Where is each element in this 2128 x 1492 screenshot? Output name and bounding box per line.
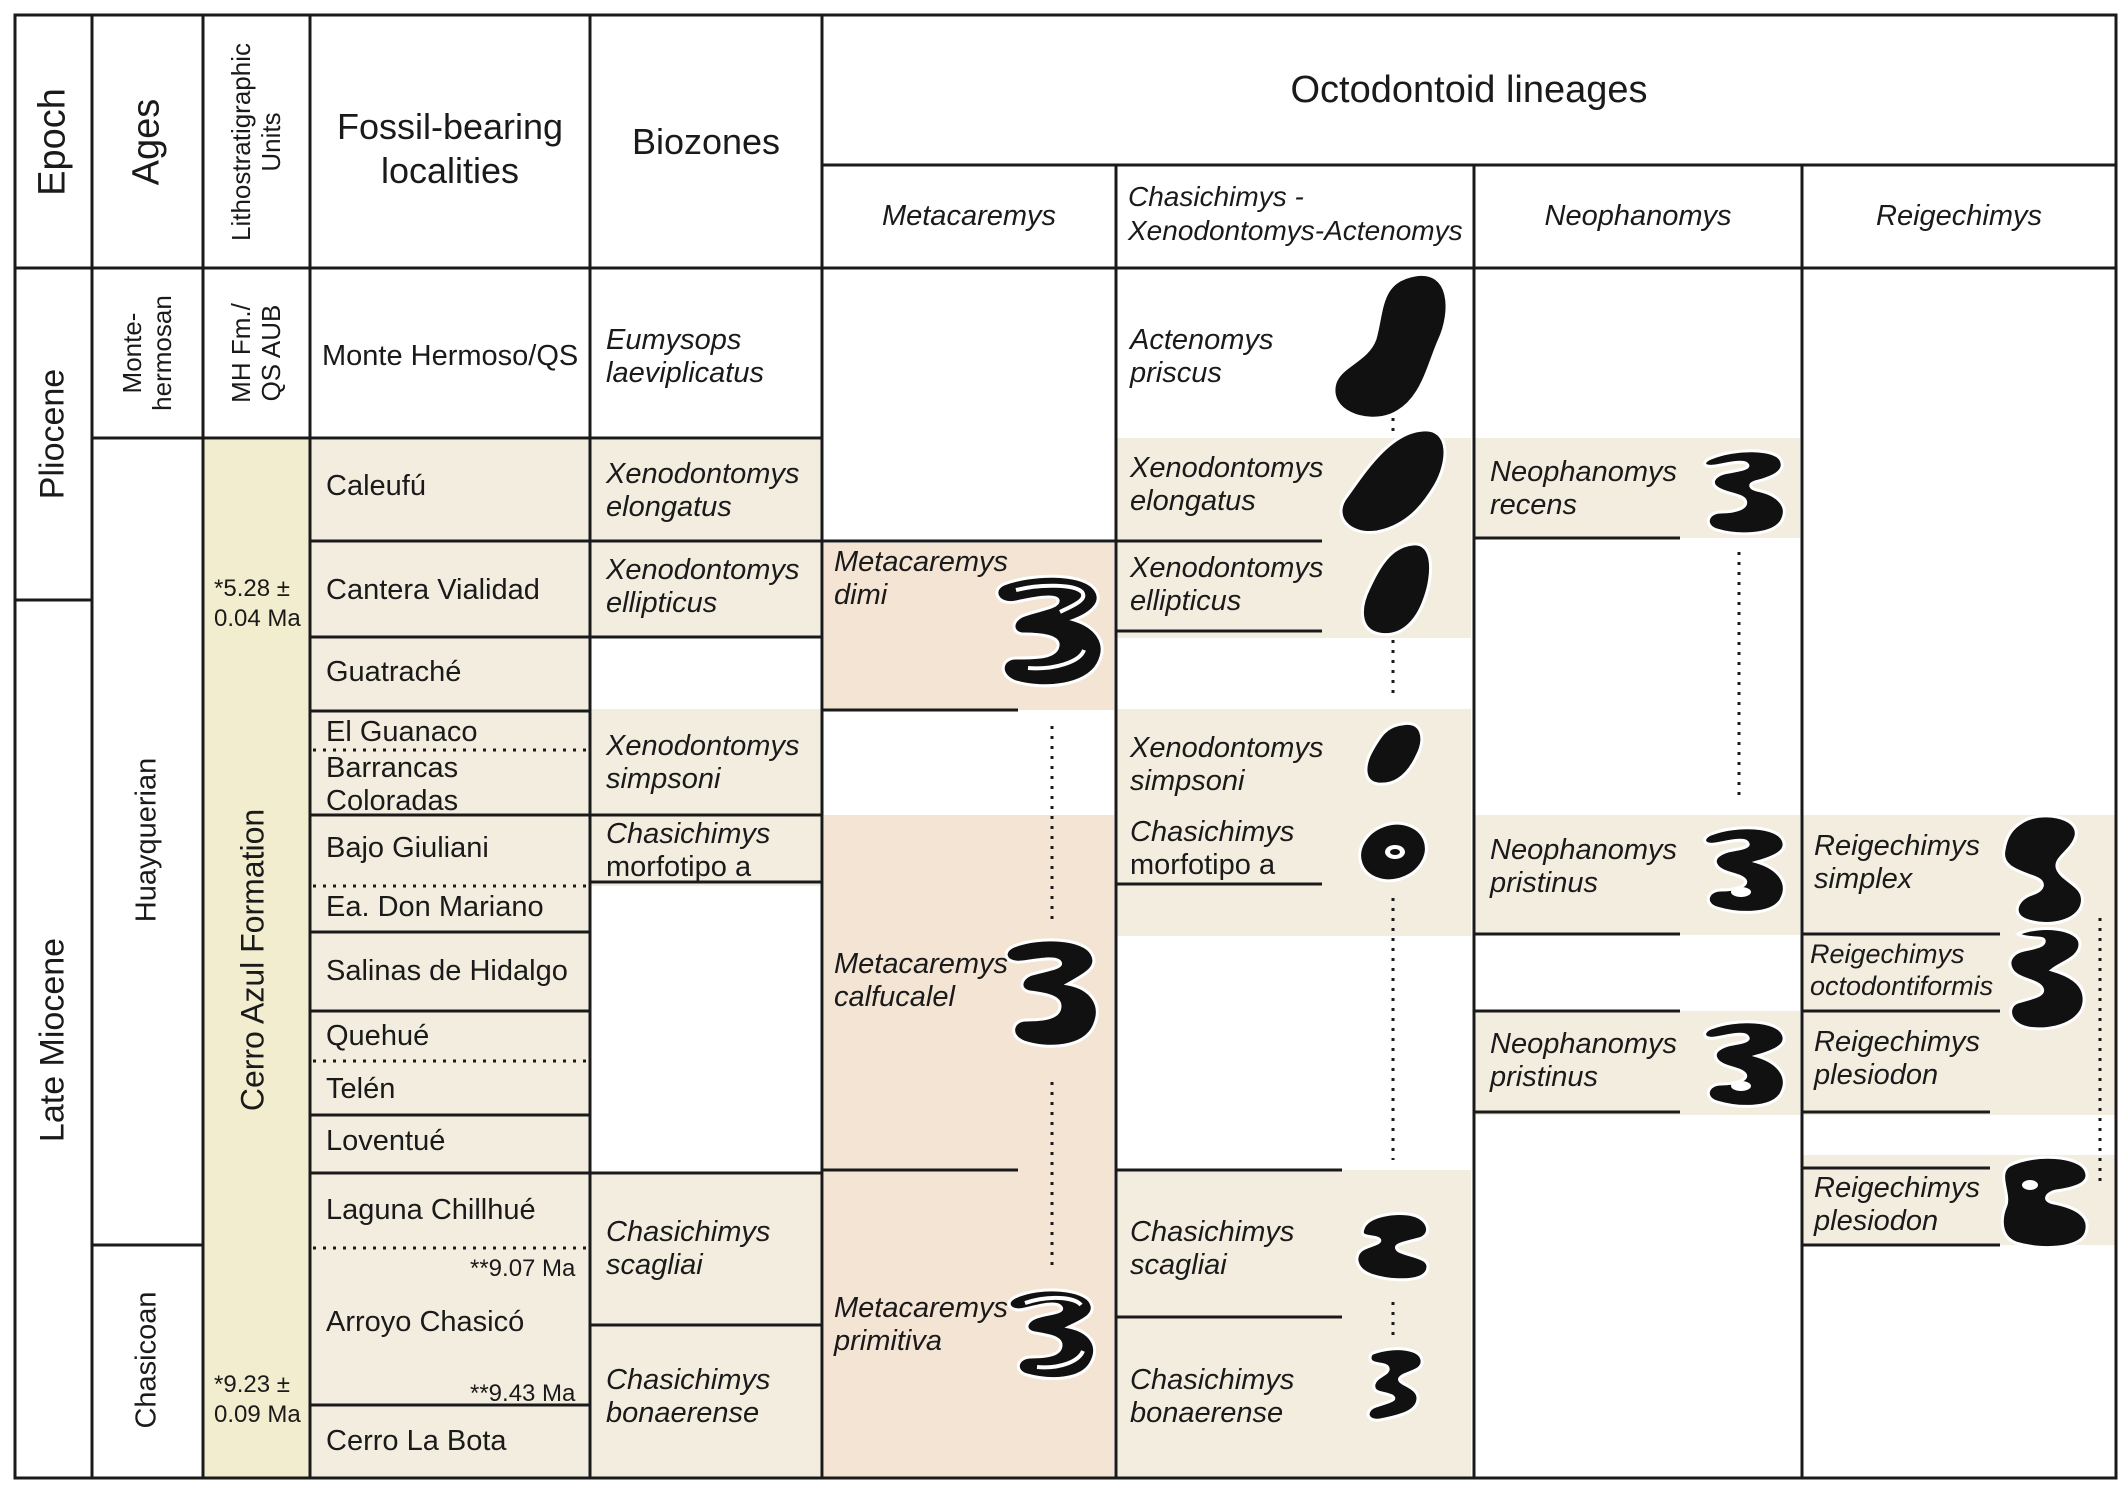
metacaremys-primitiva-line-1: Metacaremys <box>834 1292 1009 1324</box>
chasichimys-a-priscus-line-2: priscus <box>1130 357 1222 389</box>
biozone-c-bonaerense-line-2: bonaerense <box>606 1397 760 1429</box>
metacaremys-calfucalel-line-2: calfucalel <box>834 981 955 1013</box>
header-ages: Ages <box>125 98 168 186</box>
chasichimys-x-simpsoni <box>1130 732 1323 798</box>
lineage-header-chasichimys-line-2: Xenodontomys-Actenomys <box>1128 215 1463 246</box>
chasichimys-x-ellipticus <box>1130 552 1323 618</box>
header-litho-units <box>226 43 286 241</box>
reigechimys-plesiodon-2-line-2: plesiodon <box>1814 1205 1939 1237</box>
chasichimys-c-morfotipo <box>1130 816 1294 882</box>
header-localities-line-1: Fossil-bearing <box>336 106 564 147</box>
locality-bajo-giuliani: Bajo Giuliani <box>326 832 489 864</box>
neophanomys-pristinus-1-line-2: pristinus <box>1490 867 1598 899</box>
header-localities-line-2: localities <box>380 150 520 191</box>
metacaremys-dimi <box>834 546 1008 612</box>
litho-date-lower-line-2: 0.09 Ma <box>214 1401 301 1428</box>
litho-date-lower <box>214 1370 301 1430</box>
header-litho-line-1: Lithostratigraphic <box>226 43 256 241</box>
locality-caleufu: Caleufú <box>326 470 426 502</box>
neophanomys-recens-line-1: Neophanomys <box>1490 456 1677 488</box>
neophanomys-pristinus-2-line-2: pristinus <box>1490 1061 1598 1093</box>
biozone-eumysops-line-2: laeviplicatus <box>606 357 764 389</box>
chasichimys-c-scagliai <box>1130 1216 1294 1282</box>
locality-don-mariano: Ea. Don Mariano <box>326 891 544 923</box>
lineage-header-reigechimys: Reigechimys <box>1876 200 2042 232</box>
locality-cerro-la-bota: Cerro La Bota <box>326 1425 507 1457</box>
litho-cerro-azul-formation: Cerro Azul Formation <box>234 808 271 1112</box>
chasichimys-c-morfotipo-line-2: morfotipo a <box>1130 849 1276 881</box>
chasichimys-x-ellipticus-line-2: ellipticus <box>1130 585 1242 617</box>
biozone-c-bonaerense <box>606 1364 770 1430</box>
chasichimys-c-bonaerense <box>1130 1364 1294 1430</box>
reigechimys-simplex-line-1: Reigechimys <box>1814 830 1980 862</box>
chasichimys-x-simpsoni-line-2: simpsoni <box>1130 765 1245 797</box>
chasichimys-x-elongatus-line-2: elongatus <box>1130 485 1256 517</box>
chasichimys-x-elongatus <box>1130 452 1323 518</box>
neophanomys-pristinus-1 <box>1490 834 1677 900</box>
locality-quehue: Quehué <box>326 1020 430 1052</box>
header-litho-line-2: Units <box>256 112 286 172</box>
age-chasicoan: Chasicoan <box>130 1291 163 1429</box>
biozone-c-bonaerense-line-1: Chasichimys <box>606 1364 771 1396</box>
locality-el-guanaco: El Guanaco <box>326 716 478 748</box>
epoch-late-miocene: Late Miocene <box>33 937 72 1143</box>
reigechimys-octodontiformis <box>1810 938 1993 1002</box>
locality-barrancas-line-1: Barrancas <box>326 752 459 784</box>
reigechimys-simplex <box>1814 830 1980 896</box>
reigechimys-octodontiformis-line-1: Reigechimys <box>1810 939 1965 969</box>
biozone-c-morfotipo <box>606 818 770 884</box>
locality-loventue: Loventué <box>326 1125 446 1157</box>
age-huayquerian: Huayquerian <box>130 757 163 923</box>
neophanomys-recens <box>1490 456 1677 522</box>
litho-mh-fm <box>226 303 286 403</box>
litho-date-upper-line-1: *5.28 ± <box>214 575 290 602</box>
chasichimys-c-scagliai-line-2: scagliai <box>1130 1249 1227 1281</box>
litho-mh-line-1: MH Fm./ <box>226 303 256 403</box>
reigechimys-plesiodon-1 <box>1814 1026 1980 1092</box>
metacaremys-dimi-line-1: Metacaremys <box>834 546 1009 578</box>
age-montehermosan <box>117 295 177 411</box>
litho-date-lower-line-1: *9.23 ± <box>214 1371 290 1398</box>
chasichimys-x-elongatus-line-1: Xenodontomys <box>1130 452 1324 484</box>
neophanomys-recens-line-2: recens <box>1490 489 1578 521</box>
locality-barrancas-line-2: Coloradas <box>326 785 459 817</box>
chasichimys-a-priscus-line-1: Actenomys <box>1130 324 1274 356</box>
chasichimys-c-bonaerense-line-2: bonaerense <box>1130 1397 1284 1429</box>
header-localities <box>310 105 590 193</box>
locality-laguna-chillhue: Laguna Chillhué <box>326 1194 536 1226</box>
biozone-x-ellipticus-line-1: Xenodontomys <box>606 554 800 586</box>
locality-date-943: **9.43 Ma <box>470 1380 576 1407</box>
biozone-c-morfotipo-line-2: morfotipo a <box>606 851 752 883</box>
epoch-pliocene: Pliocene <box>33 368 72 500</box>
metacaremys-primitiva <box>834 1292 1008 1358</box>
locality-salinas-de-hidalgo: Salinas de Hidalgo <box>326 955 568 987</box>
reigechimys-simplex-line-2: simplex <box>1814 863 1913 895</box>
biozone-c-morfotipo-line-1: Chasichimys <box>606 818 771 850</box>
age-montehermosan-line-1: Monte- <box>117 312 147 394</box>
locality-telen: Telén <box>326 1073 396 1105</box>
chasichimys-x-ellipticus-line-1: Xenodontomys <box>1130 552 1324 584</box>
locality-monte-hermoso: Monte Hermoso/QS <box>322 340 579 372</box>
biozone-c-scagliai-line-1: Chasichimys <box>606 1216 771 1248</box>
chasichimys-x-simpsoni-line-1: Xenodontomys <box>1130 732 1324 764</box>
locality-guatrache: Guatraché <box>326 656 462 688</box>
header-biozones: Biozones <box>631 121 781 162</box>
chasichimys-c-bonaerense-line-1: Chasichimys <box>1130 1364 1295 1396</box>
biozone-eumysops-line-1: Eumysops <box>606 324 742 356</box>
neophanomys-pristinus-1-line-1: Neophanomys <box>1490 834 1677 866</box>
litho-date-upper-line-2: 0.04 Ma <box>214 605 301 632</box>
lineage-header-neophanomys: Neophanomys <box>1544 200 1732 232</box>
litho-mh-line-2: QS AUB <box>256 304 286 402</box>
biozone-c-scagliai-line-2: scagliai <box>606 1249 703 1281</box>
biozone-x-ellipticus-line-2: ellipticus <box>606 587 718 619</box>
metacaremys-primitiva-line-2: primitiva <box>834 1325 942 1357</box>
biozone-x-elongatus-line-2: elongatus <box>606 491 732 523</box>
metacaremys-calfucalel-line-1: Metacaremys <box>834 948 1009 980</box>
locality-cantera-vialidad: Cantera Vialidad <box>326 574 540 606</box>
litho-date-upper <box>214 574 301 634</box>
reigechimys-octodontiformis-line-2: octodontiformis <box>1810 971 1994 1001</box>
header-octodontoid-lineages: Octodontoid lineages <box>1290 69 1648 111</box>
neophanomys-pristinus-2-line-1: Neophanomys <box>1490 1028 1677 1060</box>
metacaremys-dimi-line-2: dimi <box>834 579 888 611</box>
reigechimys-plesiodon-1-line-2: plesiodon <box>1814 1059 1939 1091</box>
reigechimys-plesiodon-2 <box>1814 1172 1980 1238</box>
locality-barrancas-coloradas <box>326 752 458 818</box>
biozone-x-elongatus <box>606 458 799 524</box>
biozone-x-simpsoni-line-2: simpsoni <box>606 763 721 795</box>
header-epoch: Epoch <box>31 88 74 196</box>
reigechimys-plesiodon-2-line-1: Reigechimys <box>1814 1172 1980 1204</box>
chasichimys-c-scagliai-line-1: Chasichimys <box>1130 1216 1295 1248</box>
biozone-x-elongatus-line-1: Xenodontomys <box>606 458 800 490</box>
chasichimys-a-priscus <box>1130 324 1273 390</box>
lineage-header-metacaremys: Metacaremys <box>881 200 1057 232</box>
biozone-x-simpsoni <box>606 730 799 796</box>
age-montehermosan-line-2: hermosan <box>147 295 177 411</box>
lineage-header-chasichimys <box>1128 180 1463 248</box>
neophanomys-pristinus-2 <box>1490 1028 1677 1094</box>
chasichimys-c-morfotipo-line-1: Chasichimys <box>1130 816 1295 848</box>
reigechimys-plesiodon-1-line-1: Reigechimys <box>1814 1026 1980 1058</box>
biozone-x-simpsoni-line-1: Xenodontomys <box>606 730 800 762</box>
biozone-x-ellipticus <box>606 554 799 620</box>
tooth-icon-actenomys-priscus <box>1334 274 1447 418</box>
metacaremys-calfucalel <box>834 948 1008 1014</box>
locality-arroyo-chasico: Arroyo Chasicó <box>326 1306 525 1338</box>
biozone-c-scagliai <box>606 1216 770 1282</box>
locality-date-907: **9.07 Ma <box>470 1255 576 1282</box>
lineage-header-chasichimys-line-1: Chasichimys - <box>1128 181 1304 212</box>
biozone-eumysops <box>606 324 764 390</box>
